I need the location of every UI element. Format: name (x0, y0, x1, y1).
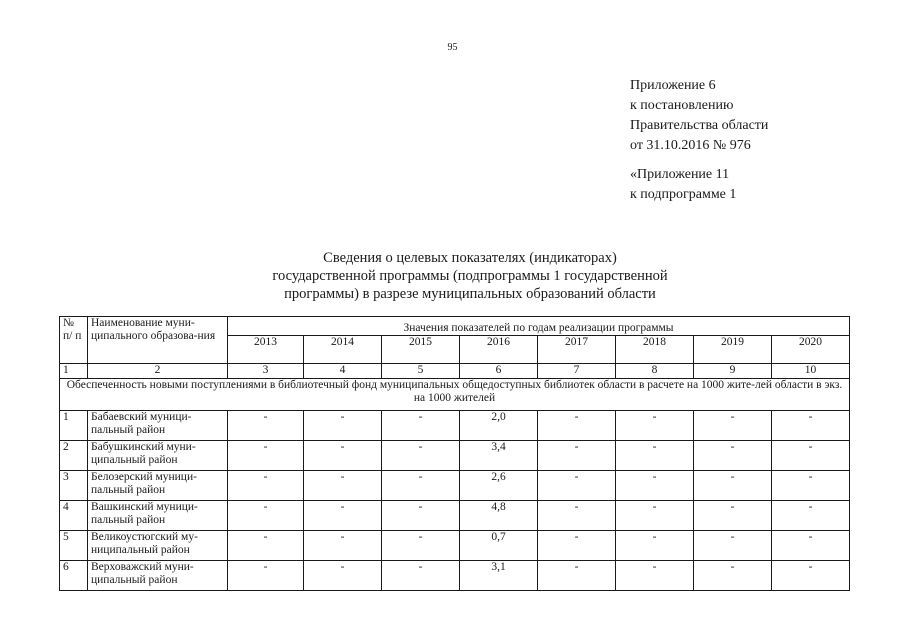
value-cell: - (382, 501, 460, 531)
table-row (60, 561, 850, 591)
value-cell: 4,8 (460, 501, 538, 531)
value-cell: - (772, 411, 850, 441)
value-cell: - (382, 411, 460, 441)
value-cell: - (382, 531, 460, 561)
value-cell: - (304, 531, 382, 561)
column-index: 2 (88, 364, 228, 379)
column-index: 6 (460, 364, 538, 379)
year-2013: 2013 (228, 336, 304, 364)
table-row (60, 471, 850, 501)
column-index: 4 (304, 364, 382, 379)
value-cell: - (228, 411, 304, 441)
title-line: государственной программы (подпрограммы 1 государственной (272, 268, 668, 284)
appendix-block (630, 76, 768, 156)
municipality-name: Вашкинский муници-пальный район (88, 501, 228, 531)
year-2014: 2014 (304, 336, 382, 364)
year-2016: 2016 (460, 336, 538, 364)
municipality-name: Верховажский муни-ципальный район (88, 561, 228, 591)
value-cell: - (304, 441, 382, 471)
header-values: Значения показателей по годам реализации программы (228, 317, 850, 336)
row-number: 3 (60, 471, 88, 501)
value-cell: - (538, 441, 616, 471)
appendix-line: Правительства области (630, 118, 769, 133)
appendix-line: «Приложение 11 (630, 167, 730, 182)
value-cell: - (694, 441, 772, 471)
appendix-subprogram-block (630, 165, 736, 205)
section-row (60, 379, 850, 411)
table-row (60, 411, 850, 441)
header-number: № п/ п (60, 317, 88, 364)
value-cell: - (304, 411, 382, 441)
section-heading: Обеспеченность новыми поступлениями в библиотечный фонд муниципальных общедоступных библиотек области в расчете на 1000 жите-лей области в экз. на 1000 жителей (60, 379, 850, 411)
column-index: 9 (694, 364, 772, 379)
value-cell: - (694, 561, 772, 591)
value-cell: - (694, 531, 772, 561)
indicators-table (59, 316, 850, 591)
row-number: 1 (60, 411, 88, 441)
title-line: Сведения о целевых показателях (индикаторах) (323, 250, 617, 266)
value-cell: - (382, 471, 460, 501)
value-cell: - (772, 441, 850, 471)
value-cell: - (694, 411, 772, 441)
value-cell: - (538, 501, 616, 531)
numbering-row (60, 364, 850, 379)
municipality-name: Великоустюгский му-ниципальный район (88, 531, 228, 561)
value-cell: - (616, 531, 694, 561)
row-number: 2 (60, 441, 88, 471)
value-cell: - (228, 441, 304, 471)
year-2019: 2019 (694, 336, 772, 364)
value-cell: - (694, 471, 772, 501)
value-cell: - (616, 471, 694, 501)
value-cell: - (304, 471, 382, 501)
data-rows (60, 411, 850, 591)
value-cell: - (616, 501, 694, 531)
value-cell: 3,1 (460, 561, 538, 591)
value-cell: - (538, 561, 616, 591)
value-cell: 2,0 (460, 411, 538, 441)
title-line: программы) в разрезе муниципальных образований области (284, 286, 656, 302)
table-row (60, 501, 850, 531)
appendix-line: от 31.10.2016 № 976 (630, 138, 751, 153)
row-number: 4 (60, 501, 88, 531)
value-cell: - (772, 531, 850, 561)
value-cell: 3,4 (460, 441, 538, 471)
municipality-name: Бабушкинский муни-ципальный район (88, 441, 228, 471)
row-number: 6 (60, 561, 88, 591)
table-row (60, 531, 850, 561)
column-index: 1 (60, 364, 88, 379)
value-cell: - (538, 531, 616, 561)
value-cell: - (228, 501, 304, 531)
value-cell: - (616, 561, 694, 591)
value-cell: - (538, 471, 616, 501)
header-row (60, 317, 850, 336)
value-cell: - (538, 411, 616, 441)
year-2017: 2017 (538, 336, 616, 364)
column-index: 10 (772, 364, 850, 379)
header-municipality: Наименование муни-ципального образова-ния (88, 317, 228, 364)
column-index: 7 (538, 364, 616, 379)
value-cell: - (382, 561, 460, 591)
year-2018: 2018 (616, 336, 694, 364)
value-cell: - (772, 561, 850, 591)
table-row (60, 441, 850, 471)
value-cell: - (616, 441, 694, 471)
appendix-line: Приложение 6 (630, 78, 716, 93)
value-cell: - (772, 501, 850, 531)
value-cell: 2,6 (460, 471, 538, 501)
column-index: 8 (616, 364, 694, 379)
value-cell: - (228, 531, 304, 561)
column-index: 5 (382, 364, 460, 379)
appendix-line: к подпрограмме 1 (630, 187, 737, 202)
value-cell: - (616, 411, 694, 441)
value-cell: - (228, 561, 304, 591)
value-cell: - (304, 561, 382, 591)
value-cell: - (304, 501, 382, 531)
year-2020: 2020 (772, 336, 850, 364)
value-cell: - (772, 471, 850, 501)
value-cell: - (694, 501, 772, 531)
value-cell: 0,7 (460, 531, 538, 561)
municipality-name: Бабаевский муници-пальный район (88, 411, 228, 441)
appendix-line: к постановлению (630, 98, 734, 113)
value-cell: - (382, 441, 460, 471)
year-2015: 2015 (382, 336, 460, 364)
municipality-name: Белозерский муници-пальный район (88, 471, 228, 501)
column-index: 3 (228, 364, 304, 379)
row-number: 5 (60, 531, 88, 561)
page-number: 95 (447, 42, 458, 53)
document-title (200, 249, 740, 303)
value-cell: - (228, 471, 304, 501)
